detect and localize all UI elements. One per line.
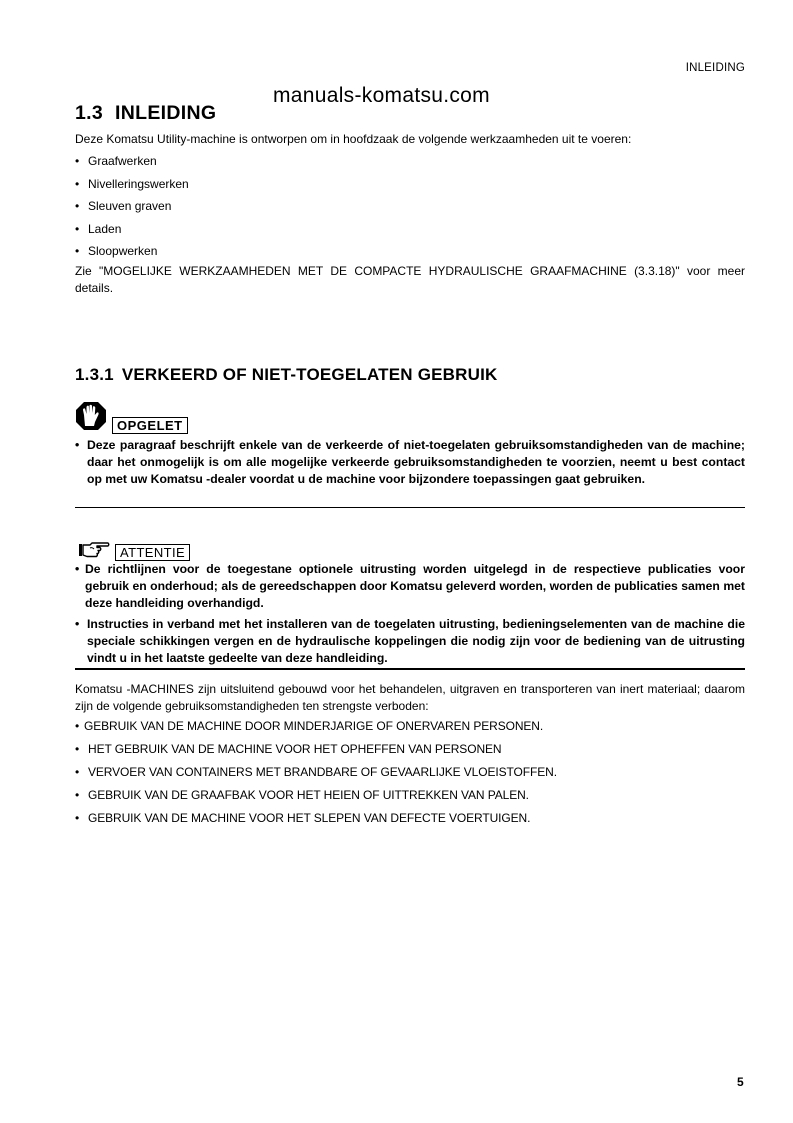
reference-paragraph: Zie "MOGELIJKE WERKZAAMHEDEN MET DE COMPACTE HYDRAULISCHE GRAAFMACHINE (3.3.18)" voor meer details. xyxy=(75,264,745,295)
list-item: • Nivelleringswerken xyxy=(75,176,189,191)
list-item: • GEBRUIK VAN DE MACHINE DOOR MINDERJARIGE OF ONERVAREN PERSONEN. xyxy=(75,719,544,733)
bullet-icon: • xyxy=(75,719,80,733)
caution-label: OPGELET xyxy=(112,417,188,434)
caution-header xyxy=(76,402,188,435)
subsection-title: VERKEERD OF NIET-TOEGELATEN GEBRUIK xyxy=(121,365,498,384)
watermark: manuals-komatsu.com xyxy=(273,84,490,107)
running-header: INLEIDING xyxy=(685,62,745,74)
task-list xyxy=(75,153,189,266)
bullet-icon: • xyxy=(75,199,80,213)
list-item: • Graafwerken xyxy=(75,154,157,168)
bullet-icon: • xyxy=(75,788,80,802)
list-item: • Sleuven graven xyxy=(75,199,172,213)
attention-item: • Instructies in verband met het installeren van de toegelaten uitrusting, bedieningselementen van de machine die speciale schikkingen vergen en de hydraulische koppelingen die nodig zijn voor de bediening van de uitrusting vindt u in het laatste gedeelte van deze handleiding. xyxy=(75,617,745,665)
bullet-icon: • xyxy=(75,438,80,452)
attention-item: • De richtlijnen voor de toegestane optionele uitrusting worden uitgelegd in de respectieve publicaties voor gebruik en onderhoud; als de gereedschappen door Komatsu geleverd worden, worden de publicaties samen met deze handleiding overhandigd. xyxy=(75,562,745,610)
list-item: • Sloopwerken xyxy=(75,244,158,258)
bullet-icon: • xyxy=(75,244,80,258)
intro-paragraph: Deze Komatsu Utility-machine is ontworpen om in hoofdzaak de volgende werkzaamheden uit te voeren: xyxy=(75,132,632,146)
divider xyxy=(75,507,745,508)
list-item: • HET GEBRUIK VAN DE MACHINE VOOR HET OPHEFFEN VAN PERSONEN xyxy=(75,742,502,756)
section-title: INLEIDING xyxy=(115,102,217,124)
stop-hand-icon xyxy=(76,402,106,435)
subsection-heading xyxy=(75,365,498,385)
bullet-icon: • xyxy=(75,765,80,779)
bullet-icon: • xyxy=(75,154,80,168)
bullet-icon: • xyxy=(75,617,80,631)
attention-label: ATTENTIE xyxy=(115,544,190,561)
list-item: • GEBRUIK VAN DE GRAAFBAK VOOR HET HEIEN OF UITTREKKEN VAN PALEN. xyxy=(75,788,529,802)
bullet-icon: • xyxy=(75,742,80,756)
list-item: • VERVOER VAN CONTAINERS MET BRANDBARE OF GEVAARLIJKE VLOEISTOFFEN. xyxy=(75,765,557,779)
divider xyxy=(75,668,745,670)
section-heading xyxy=(75,102,216,125)
bullet-icon: • xyxy=(75,562,80,576)
bullet-icon: • xyxy=(75,811,80,825)
section-number: 1.3 xyxy=(75,102,104,124)
statement-paragraph: Komatsu -MACHINES zijn uitsluitend gebouwd voor het behandelen, uitgraven en transporteren van inert materiaal; daarom zijn de volgende gebruiksomstandigheden ten strengste verboden: xyxy=(75,682,745,713)
list-item: • Laden xyxy=(75,221,122,236)
pointing-hand-icon xyxy=(78,542,110,563)
bullet-icon: • xyxy=(75,221,80,236)
attention-header xyxy=(78,542,190,563)
subsection-number: 1.3.1 xyxy=(75,365,114,384)
caution-item: • Deze paragraaf beschrijft enkele van de verkeerde of niet-toegelaten gebruiksomstandigheden van de machine; daar het onmogelijk is om alle mogelijke verkeerde gebruiksomstandigheden te voorzien, neemt u best contact op met uw Komatsu -dealer voordat u de machine voor bijzondere toepassingen gaat gebruiken. xyxy=(75,438,745,486)
prohibited-list xyxy=(75,718,557,833)
list-item: • GEBRUIK VAN DE MACHINE VOOR HET SLEPEN VAN DEFECTE VOERTUIGEN. xyxy=(75,811,531,825)
bullet-icon: • xyxy=(75,176,80,191)
page-number: 5 xyxy=(737,1075,744,1089)
